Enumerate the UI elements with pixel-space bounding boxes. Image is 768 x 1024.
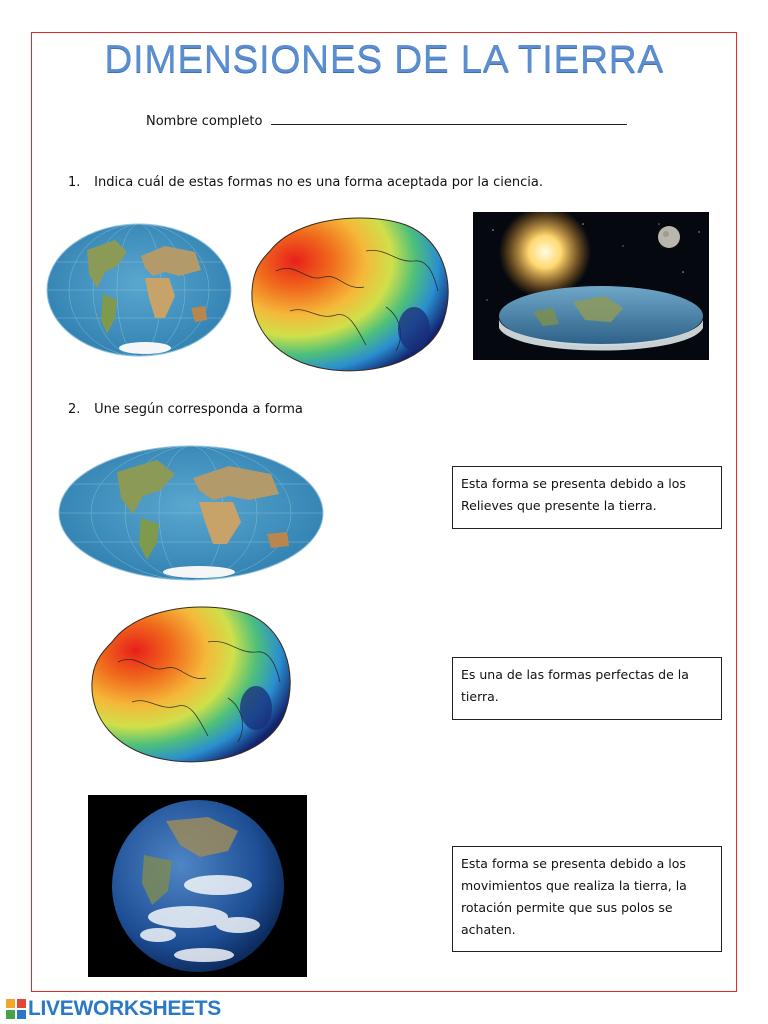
matching-box-3[interactable]: Esta forma se presenta debido a los movimientos que realiza la tierra, la rotación permite que sus polos se achaten.	[452, 846, 722, 952]
question-2-number: 2.	[68, 402, 81, 417]
geoid-image[interactable]	[86, 600, 294, 765]
liveworksheets-icon	[6, 999, 26, 1019]
ellipsoid-map-image-option-1[interactable]	[45, 222, 233, 358]
question-1	[68, 175, 543, 190]
matching-box-2[interactable]: Es una de las formas perfectas de la tierra.	[452, 657, 722, 720]
flat-earth-image-option-3[interactable]	[473, 212, 709, 360]
name-blank-line[interactable]	[271, 112, 627, 125]
matching-box-1[interactable]: Esta forma se presenta debido a los Relieves que presente la tierra.	[452, 466, 722, 529]
question-1-number: 1.	[68, 175, 81, 190]
ellipsoid-map-image[interactable]	[57, 444, 325, 582]
question-1-text: Indica cuál de estas formas no es una forma aceptada por la ciencia.	[94, 175, 543, 190]
page-title: DIMENSIONES DE LA TIERRA	[104, 38, 664, 81]
question-2	[68, 402, 303, 417]
question-2-text: Une según corresponda a forma	[94, 402, 303, 417]
spherical-earth-image[interactable]	[88, 795, 307, 977]
geoid-image-option-2[interactable]	[246, 211, 452, 373]
name-label: Nombre completo	[146, 114, 263, 129]
liveworksheets-logo	[6, 996, 221, 1022]
name-field-row	[146, 112, 627, 129]
brand-name: LIVEWORKSHEETS	[28, 997, 221, 1020]
